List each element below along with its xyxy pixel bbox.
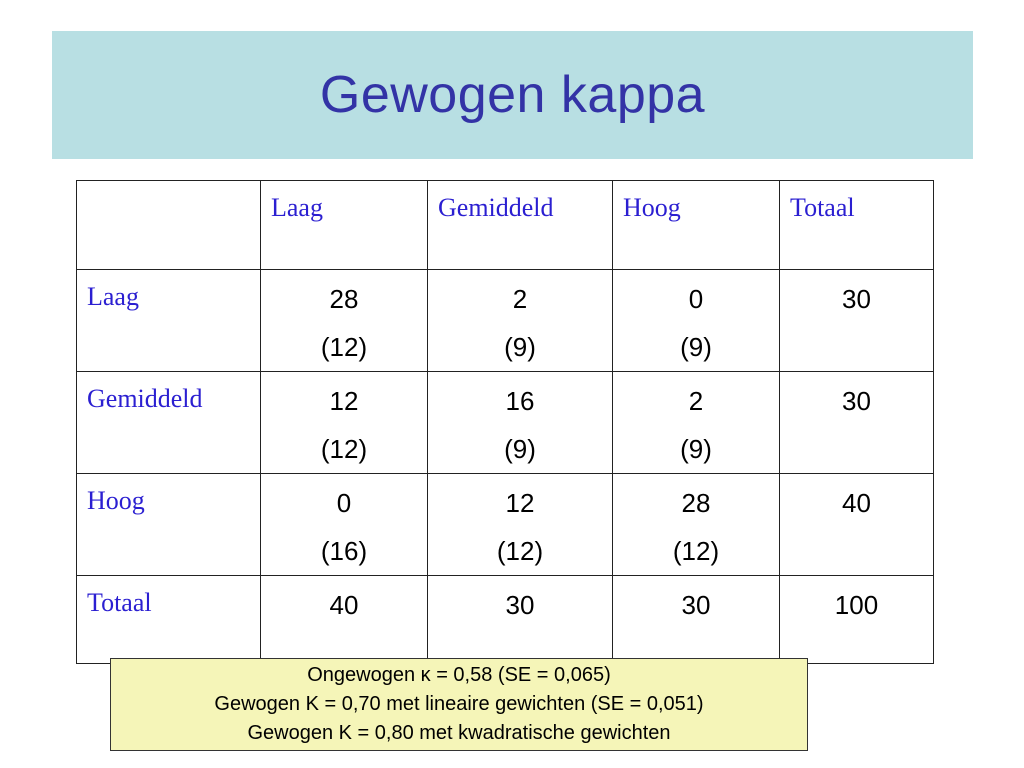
table-cell: 12 (12) [428, 474, 613, 576]
table-cell: 30 [428, 576, 613, 664]
table-total-row [77, 576, 934, 664]
row-header-totaal: Totaal [77, 576, 261, 664]
table-row [77, 474, 934, 576]
table-cell: 28 (12) [261, 270, 428, 372]
table-cell: 12 (12) [261, 372, 428, 474]
title-band [52, 31, 973, 159]
table-cell: 28 (12) [613, 474, 780, 576]
summary-line-unweighted: Ongewogen κ = 0,58 (SE = 0,065) [307, 664, 611, 686]
table-cell: 40 [261, 576, 428, 664]
slide-title: Gewogen kappa [319, 66, 706, 124]
column-header-laag: Laag [261, 181, 428, 270]
table-cell: 100 [780, 576, 934, 664]
column-header-hoog: Hoog [613, 181, 780, 270]
table-corner-cell [77, 181, 261, 270]
table-cell: 0 (9) [613, 270, 780, 372]
row-header-laag: Laag [77, 270, 261, 372]
column-header-totaal: Totaal [780, 181, 934, 270]
summary-line-quadratic: Gewogen K = 0,80 met kwadratische gewichten [247, 722, 671, 744]
row-header-gemiddeld: Gemiddeld [77, 372, 261, 474]
row-header-hoog: Hoog [77, 474, 261, 576]
table-row [77, 270, 934, 372]
table-cell: 30 [780, 270, 934, 372]
table-cell: 2 (9) [428, 270, 613, 372]
table-cell: 40 [780, 474, 934, 576]
table-cell: 2 (9) [613, 372, 780, 474]
table-cell: 16 (9) [428, 372, 613, 474]
kappa-table [76, 180, 934, 664]
table-cell: 30 [780, 372, 934, 474]
table-cell: 0 (16) [261, 474, 428, 576]
table-cell: 30 [613, 576, 780, 664]
table-header-row [77, 181, 934, 270]
table-row [77, 372, 934, 474]
kappa-summary-box [110, 658, 808, 751]
summary-line-linear: Gewogen K = 0,70 met lineaire gewichten (SE = 0,051) [214, 693, 704, 715]
column-header-gemiddeld: Gemiddeld [428, 181, 613, 270]
